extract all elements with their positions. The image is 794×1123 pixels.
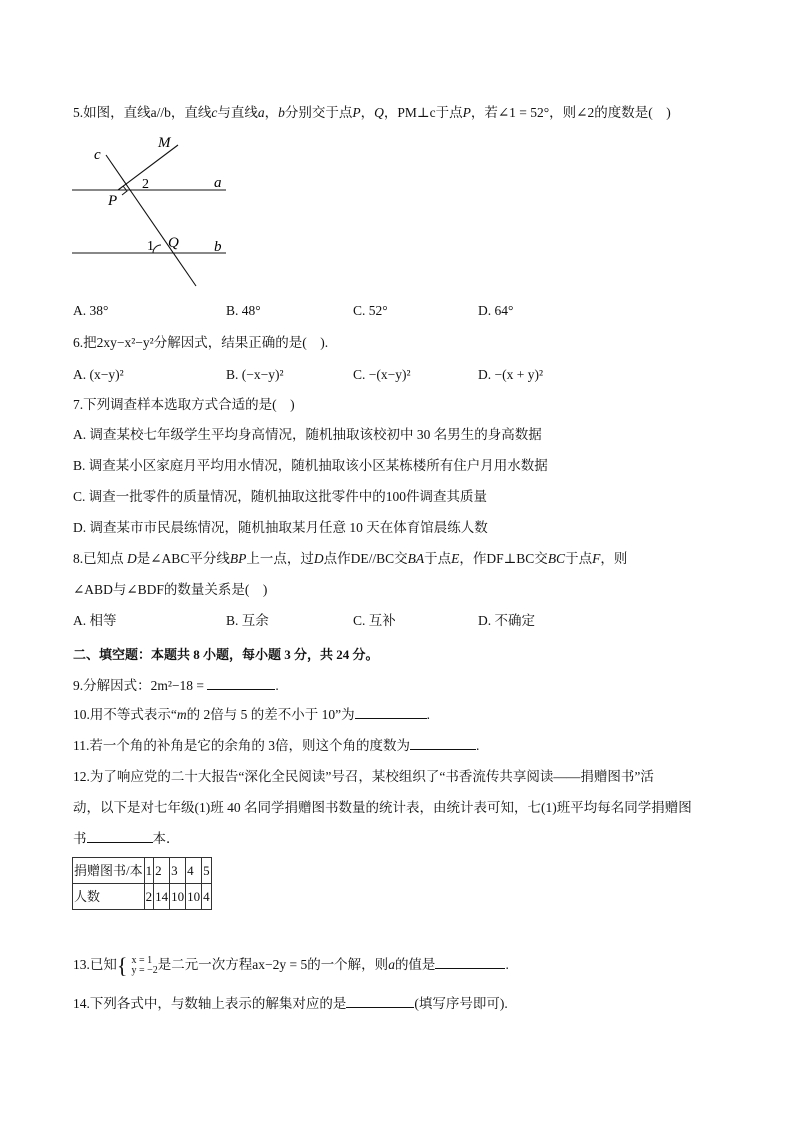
label-c: c [94,147,101,163]
q5-option-c: C. 52° [353,303,388,318]
label-b: b [214,239,222,255]
q5-option-d: D. 64° [478,303,514,318]
label-q: Q [168,235,179,251]
equation-system: x = 1 y = −2 [131,955,158,976]
label-m: M [158,135,171,151]
table-cell: 5 [202,858,212,884]
q11-stem: 11.若一个角的补角是它的余角的 3倍，则这个角的度数为 . [73,738,480,753]
q14-stem: 14.下列各式中，与数轴上表示的解集对应的是 (填写序号即可). [73,996,508,1011]
q12-line2: 动，以下是对七年级(1)班 40 名同学捐赠图书数量的统计表，由统计表可知，七(1)班平均每名同学捐赠图 [73,800,692,815]
q7-option-a: A. 调查某校七年级学生平均身高情况，随机抽取该校初中 30 名男生的身高数据 [73,427,542,442]
table-cell: 14 [154,884,170,910]
q7-option-c: C. 调查一批零件的质量情况，随机抽取这批零件中的100件调查其质量 [73,489,488,504]
label-1: 1 [147,239,154,254]
q5-figure [66,128,236,293]
donation-stats-table [72,857,212,910]
table-cell: 3 [170,858,186,884]
q5-option-a: A. 38° [73,303,109,318]
q12-line1: 12.为了响应党的二十大报告“深化全民阅读”号召，某校组织了“书香流传共享阅读——捐赠图书”活 [73,769,654,784]
q8-option-b: B. 互余 [226,613,269,628]
q8-stem-line1: 8.已知点 D是∠ABC平分线BP上一点，过D点作DE//BC交BA于点E，作DF⊥BC交BC于点F，则 [73,551,628,566]
q13-answer-blank[interactable] [435,956,505,969]
q8-option-c: C. 互补 [353,613,396,628]
table-cell: 1 [144,858,154,884]
table-cell: 2 [144,884,154,910]
angle-1-arc [153,245,161,253]
q8-option-d: D. 不确定 [478,613,535,628]
q5-stem: 5.如图，直线a//b，直线c与直线a，b分别交于点P，Q，PM⊥c于点P，若∠1 = 52°，则∠2的度数是( ) [73,105,671,120]
table-cell: 捐赠图书/本 [73,858,145,884]
q6-option-c: C. −(x−y)² [353,367,411,382]
table-cell: 10 [170,884,186,910]
q6-stem: 6.把2xy−x²−y²分解因式，结果正确的是( ). [73,335,329,350]
q7-option-b: B. 调查某小区家庭月平均用水情况，随机抽取该小区某栋楼所有住户月用水数据 [73,458,548,473]
q13-stem: 13.已知{ x = 1 y = −2 是二元一次方程ax−2y = 5的一个解，则a的值是 . [73,953,509,978]
q9-answer-blank[interactable] [207,677,275,690]
q6-option-b: B. (−x−y)² [226,367,284,382]
q5-option-b: B. 48° [226,303,261,318]
label-2: 2 [142,177,149,192]
q6-option-d: D. −(x + y)² [478,367,544,382]
table-row [73,884,212,910]
q6-option-a: A. (x−y)² [73,367,124,382]
section-heading-fill-in: 二、填空题：本题共 8 小题，每小题 3 分，共 24 分。 [73,647,379,662]
q11-answer-blank[interactable] [410,737,476,750]
q14-answer-blank[interactable] [346,995,414,1008]
line-c [106,155,196,286]
q7-option-d: D. 调查某市市民晨练情况，随机抽取某月任意 10 天在体育馆晨练人数 [73,520,488,535]
q8-stem-line2: ∠ABD与∠BDF的数量关系是( ) [73,582,268,597]
table-cell: 4 [186,858,202,884]
q10-answer-blank[interactable] [355,706,427,719]
label-p: P [108,193,118,209]
table-cell: 人数 [73,884,145,910]
table-cell: 10 [186,884,202,910]
brace-symbol: { [116,953,128,978]
q12-answer-blank[interactable] [87,830,153,843]
label-a: a [214,175,222,191]
table-cell: 2 [154,858,170,884]
q12-line3: 书 本． [73,831,180,846]
q10-stem: 10.用不等式表示“m的 2倍与 5 的差不小于 10”为 . [73,707,430,722]
table-cell: 4 [202,884,212,910]
q9-stem: 9.分解因式：2m²−18 = . [73,678,279,693]
q8-option-a: A. 相等 [73,613,117,628]
table-row [73,858,212,884]
q7-stem: 7.下列调查样本选取方式合适的是( ) [73,397,295,412]
